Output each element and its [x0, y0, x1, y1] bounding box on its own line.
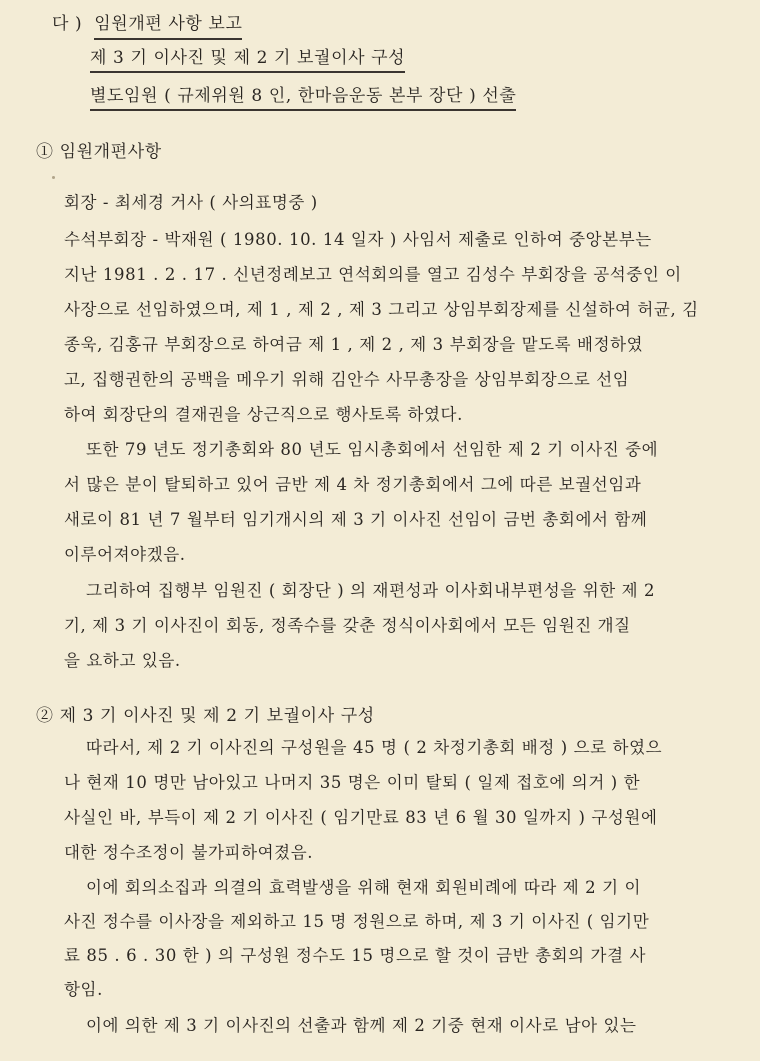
section1-line-13: 기, 제 3 기 이사진이 회동, 정족수를 갖춘 정식이사회에서 모든 임원진 개질	[64, 616, 631, 635]
header-subtitle-2: 별도임원 ( 규제위원 8 인, 한마음운동 본부 장단 ) 선출	[90, 88, 516, 111]
section1-line-11: 이루어져야겠음.	[64, 545, 186, 564]
section1-line-2: 수석부회장 - 박재원 ( 1980. 10. 14 일자 ) 사임서 제출로 인하여 중앙본부는	[64, 230, 652, 249]
header-title: 임원개편 사항 보고	[94, 14, 242, 40]
section2-heading: ② 제 3 기 이사진 및 제 2 기 보궐이사 구성	[36, 706, 375, 726]
section1-heading: ① 임원개편사항	[36, 142, 162, 162]
section2-line-2: 나 현재 10 명만 남아있고 나머지 35 명은 이미 탈퇴 ( 일제 접호에 의거 ) 한	[64, 773, 641, 792]
section2-line-4: 대한 정수조정이 불가피하여졌음.	[64, 843, 314, 862]
section1-line-4: 사장으로 선임하였으며, 제 1 , 제 2 , 제 3 그리고 상임부회장제를 신설하여 허균, 김	[64, 300, 699, 319]
section1-line-1: 회장 - 최세경 거사 ( 사의표명중 )	[64, 193, 318, 212]
section2-line-1: 따라서, 제 2 기 이사진의 구성원을 45 명 ( 2 차정기총회 배정 ) 으로 하였으	[86, 738, 663, 757]
header-title-prefix: 다 )	[52, 14, 83, 34]
speck-mark	[52, 176, 55, 179]
section1-line-3: 지난 1981 . 2 . 17 . 신년정례보고 연석회의를 열고 김성수 부회장을 공석중인 이	[64, 265, 682, 284]
section1-line-14: 을 요하고 있음.	[64, 651, 181, 670]
section2-line-5: 이에 회의소집과 의결의 효력발생을 위해 현재 회원비례에 따라 제 2 기 이	[86, 878, 642, 897]
section2-line-9: 이에 의한 제 3 기 이사진의 선출과 함께 제 2 기중 현재 이사로 남아 있는	[86, 1016, 637, 1035]
header-subtitle-1: 제 3 기 이사진 및 제 2 기 보궐이사 구성	[90, 50, 405, 73]
section1-line-10: 새로이 81 년 7 월부터 임기개시의 제 3 기 이사진 선임이 금번 총회에서 함께	[64, 510, 648, 529]
section1-line-8: 또한 79 년도 정기총회와 80 년도 임시총회에서 선임한 제 2 기 이사진 중에	[86, 440, 659, 459]
section1-line-6: 고, 집행권한의 공백을 메우기 위해 김안수 사무총장을 상임부회장으로 선임	[64, 370, 630, 389]
section1-line-9: 서 많은 분이 탈퇴하고 있어 금반 제 4 차 정기총회에서 그에 따른 보궐선임과	[64, 475, 642, 494]
header-title-row	[52, 16, 242, 33]
section2-line-3: 사실인 바, 부득이 제 2 기 이사진 ( 임기만료 83 년 6 월 30 일까지 ) 구성원에	[64, 808, 658, 827]
section1-line-5: 종욱, 김홍규 부회장으로 하여금 제 1 , 제 2 , 제 3 부회장을 맡도록 배정하였	[64, 335, 644, 354]
section2-line-6: 사진 정수를 이사장을 제외하고 15 명 정원으로 하며, 제 3 기 이사진 ( 임기만	[64, 912, 650, 931]
section2-line-8: 항임.	[64, 980, 103, 999]
section2-line-7: 료 85 . 6 . 30 한 ) 의 구성원 정수도 15 명으로 할 것이 금반 총회의 가결 사	[64, 946, 647, 965]
section1-line-7: 하여 회장단의 결재권을 상근직으로 행사토록 하였다.	[64, 405, 463, 424]
section1-line-12: 그리하여 집행부 임원진 ( 회장단 ) 의 재편성과 이사회내부편성을 위한 제 2	[86, 581, 656, 600]
